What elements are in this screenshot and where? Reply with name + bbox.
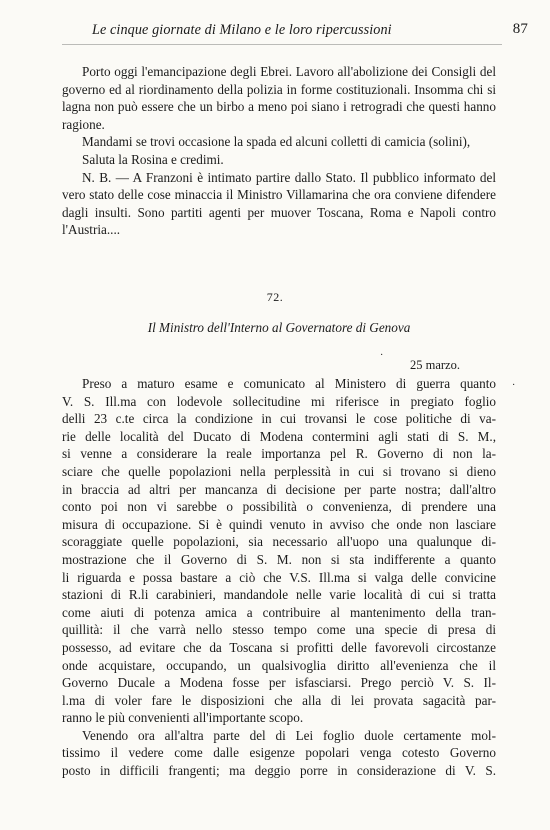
paragraph: Saluta la Rosina e credimi. bbox=[82, 151, 224, 167]
text-line: in braccia ad altri per mancanza di decisione per parte nostra; dall'altro bbox=[62, 481, 496, 497]
letter-72-body bbox=[62, 375, 496, 780]
text-line: posto in difficili frangenti; ma deggio porre in considerazione di V. S. bbox=[62, 763, 496, 779]
letter-date: 25 marzo. bbox=[410, 358, 460, 372]
running-head bbox=[92, 22, 528, 42]
text-line: ranno le più convenienti all'importante scopo. bbox=[62, 710, 304, 726]
text-line: conto poi non vi sarebbe o possibilità o convenienza, di prendere una bbox=[62, 499, 496, 515]
text-line: scoraggiate quelle popolazioni, sia necessario all'uopo una qualunque di- bbox=[62, 534, 496, 550]
letter-heading: Il Ministro dell'Interno al Governatore di Genova bbox=[147, 320, 411, 335]
text-line: come aiuti di potenza amica a contribuire al mantenimento della tran- bbox=[62, 604, 496, 620]
text-line: mostrazione che il Governo di S. M. non si sta indifferente a quanto bbox=[62, 551, 496, 567]
text-line: tissimo il vedere come dalle esigenze popolari venga cotesto Governo bbox=[62, 745, 496, 761]
page-number: 87 bbox=[512, 21, 528, 37]
running-title: Le cinque giornate di Milano e le loro ripercussioni bbox=[92, 22, 392, 38]
text-line: rie delle località del Ducato di Modena contermini agli stati di S. M., bbox=[62, 428, 496, 444]
letter-number: 72. bbox=[266, 290, 284, 304]
text-line: Governo Ducale a Modena fosse per isfasciarsi. Prego perciò V. S. Il- bbox=[62, 675, 496, 691]
text-line: quillità: il che varrà nello stesso tempo come una specie di presa di bbox=[62, 622, 496, 638]
letter-71-tail bbox=[62, 63, 496, 239]
text-line: stazioni di R.li carabinieri, mandandole nelle varie località di cui si tratta bbox=[62, 587, 496, 603]
text-line: li riguarda e possa bastare a ciò che V.S. Ill.ma si valga delle convicine bbox=[62, 569, 496, 585]
text-line: V. S. Ill.ma con lodevole sollecitudine mi riferisce in pregiato foglio bbox=[62, 393, 496, 409]
text-line: onde acquistare, occupando, un qualsivoglia diritto all'evenienza che il bbox=[62, 657, 496, 673]
text-line: misura di occupazione. Si è quindi venuto in avviso che onde non lasciare bbox=[62, 516, 496, 532]
text-line: l.ma di voler fare le disposizioni che alla di lei provata sagacità par- bbox=[62, 692, 496, 708]
text-line: Preso a maturo esame e comunicato al Ministero di guerra quanto bbox=[82, 376, 496, 391]
stray-mark: · bbox=[512, 380, 516, 391]
paragraph: Mandami se trovi occasione la spada ed alcuni colletti di camicia (solini), bbox=[82, 134, 471, 150]
paragraph: Porto oggi l'emancipazione degli Ebrei. Lavoro all'abolizione dei Consigli del governo ed al riordinamento della polizia in forme costituzionali. Insomma chi si lagna non può essere che un birbo a meno poi siano i retrogradi che questi hanno ragione. bbox=[62, 64, 496, 132]
paragraph: N. B. — A Franzoni è intimato partire dallo Stato. Il pubblico informato del vero stato delle cose minaccia il Ministro Villamarina che ora conviene difendere dagli insulti. Sono partiti agenti per muover Toscana, Roma e Napoli contro l'Austria.... bbox=[62, 169, 496, 238]
text-line: si venne a considerare la reale importanza pel R. Governo di non la- bbox=[62, 446, 496, 462]
stray-mark: · bbox=[380, 350, 384, 361]
text-line: delli 23 c.te circa la condizione in cui trovansi le cose politiche di va- bbox=[62, 411, 496, 427]
text-line: possesso, ad evitare che da Toscana si profitti delle favorevoli circostanze bbox=[62, 639, 496, 655]
text-line: sciare che quelle popolazioni nella perplessità in cui si trovano si dieno bbox=[62, 463, 496, 479]
text-line: Venendo ora all'altra parte del di Lei foglio duole certamente mol- bbox=[82, 727, 496, 743]
header-rule bbox=[62, 44, 502, 45]
